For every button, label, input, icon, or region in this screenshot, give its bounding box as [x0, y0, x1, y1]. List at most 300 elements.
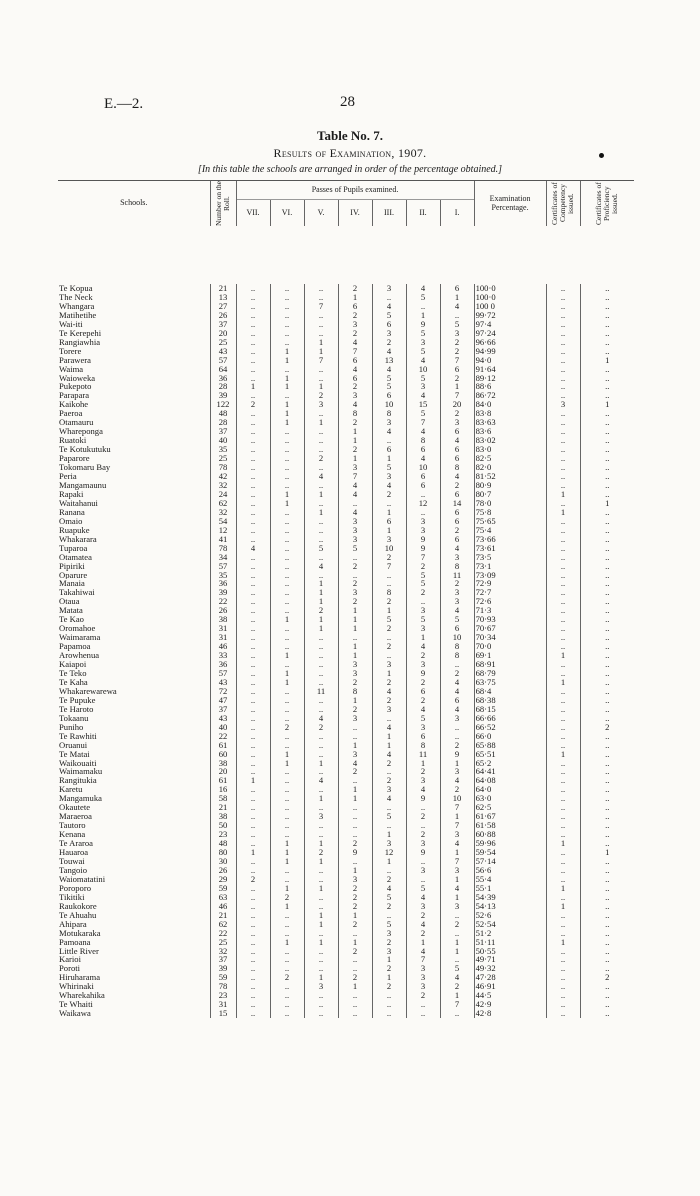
proficiency-certs: ..: [580, 436, 634, 445]
proficiency-certs: ..: [580, 785, 634, 794]
pass-v: 1: [304, 597, 338, 606]
school-name: Parapara: [59, 391, 90, 401]
exam-percentage: 86·72: [474, 391, 546, 400]
roll-count: 48: [210, 839, 236, 848]
roll-count: 23: [210, 830, 236, 839]
pass-v: 1: [304, 973, 338, 982]
pass-iii: 5: [372, 311, 406, 320]
pass-ii: 9: [406, 794, 440, 803]
pass-vi: ..: [270, 562, 304, 571]
pass-v: ..: [304, 893, 338, 902]
exam-percentage: 56·6: [474, 866, 546, 875]
pass-vi: ..: [270, 929, 304, 938]
pass-ii: 3: [406, 902, 440, 911]
pass-vii: 1: [236, 848, 270, 857]
exam-percentage: 72·6: [474, 597, 546, 606]
school-name: Parawera: [59, 355, 91, 365]
school-name: Pipiriki: [59, 561, 85, 571]
pass-ii: ..: [406, 302, 440, 311]
roll-count: 42: [210, 472, 236, 481]
pass-vi: ..: [270, 660, 304, 669]
pass-vii: ..: [236, 947, 270, 956]
pass-vi: 1: [270, 499, 304, 508]
pass-iv: 4: [338, 400, 372, 409]
competency-certs: ..: [546, 553, 580, 562]
pass-i: 6: [440, 454, 474, 463]
pass-ii: 2: [406, 562, 440, 571]
pass-vi: ..: [270, 445, 304, 454]
school-name: Waima: [59, 364, 84, 374]
header-passes: Passes of Pupils examined.: [236, 181, 474, 200]
pass-vii: ..: [236, 1009, 270, 1018]
pass-vii: ..: [236, 812, 270, 821]
pass-iii: 4: [372, 884, 406, 893]
proficiency-certs: 1: [580, 499, 634, 508]
roll-count: 61: [210, 741, 236, 750]
table-row: [58, 839, 634, 848]
school-name: Rapaki: [59, 489, 84, 499]
pass-vii: ..: [236, 535, 270, 544]
pass-vi: ..: [270, 526, 304, 535]
pass-iv: 8: [338, 687, 372, 696]
exam-percentage: 68·91: [474, 660, 546, 669]
roll-count: 21: [210, 284, 236, 293]
roll-count: 57: [210, 669, 236, 678]
pass-v: ..: [304, 785, 338, 794]
school-name: The Neck: [59, 292, 93, 302]
pass-ii: 5: [406, 615, 440, 624]
pass-vi: 1: [270, 615, 304, 624]
pass-v: ..: [304, 669, 338, 678]
pass-v: ..: [304, 767, 338, 776]
competency-certs: ..: [546, 571, 580, 580]
table-row: [58, 830, 634, 839]
pass-ii: 6: [406, 472, 440, 481]
table-row: [58, 991, 634, 1000]
pass-i: 7: [440, 821, 474, 830]
table-row: [58, 454, 634, 463]
pass-ii: ..: [406, 1000, 440, 1009]
school-name: Whangara: [59, 301, 95, 311]
roll-count: 64: [210, 365, 236, 374]
pass-iv: 2: [338, 579, 372, 588]
pass-vii: ..: [236, 374, 270, 383]
exam-percentage: 68·4: [474, 687, 546, 696]
exam-percentage: 72·7: [474, 588, 546, 597]
exam-percentage: 61·58: [474, 821, 546, 830]
pass-iii: 1: [372, 526, 406, 535]
competency-certs: ..: [546, 338, 580, 347]
pass-i: 4: [440, 472, 474, 481]
pass-v: ..: [304, 821, 338, 830]
proficiency-certs: ..: [580, 982, 634, 991]
pass-ii: 5: [406, 409, 440, 418]
proficiency-certs: ..: [580, 660, 634, 669]
roll-count: 78: [210, 982, 236, 991]
competency-certs: ..: [546, 365, 580, 374]
pass-ii: 2: [406, 991, 440, 1000]
roll-count: 43: [210, 347, 236, 356]
pass-ii: 12: [406, 499, 440, 508]
pass-iv: 2: [338, 562, 372, 571]
exam-percentage: 54·39: [474, 893, 546, 902]
pass-iv: 4: [338, 759, 372, 768]
school-name: Papamoa: [59, 642, 91, 652]
exam-percentage: 80·7: [474, 490, 546, 499]
school-name: Oparure: [59, 570, 88, 580]
proficiency-certs: ..: [580, 741, 634, 750]
competency-certs: ..: [546, 633, 580, 642]
proficiency-certs: ..: [580, 651, 634, 660]
pass-vi: ..: [270, 553, 304, 562]
roll-count: 38: [210, 615, 236, 624]
pass-v: ..: [304, 991, 338, 1000]
header-std-vii: VII.: [236, 200, 270, 227]
roll-count: 59: [210, 884, 236, 893]
exam-percentage: 65·2: [474, 759, 546, 768]
proficiency-certs: ..: [580, 794, 634, 803]
pass-v: ..: [304, 427, 338, 436]
pass-v: 1: [304, 884, 338, 893]
pass-v: ..: [304, 535, 338, 544]
proficiency-certs: ..: [580, 687, 634, 696]
header-row-top: [58, 181, 634, 200]
exam-percentage: 46·91: [474, 982, 546, 991]
pass-ii: 2: [406, 812, 440, 821]
pass-vi: 1: [270, 759, 304, 768]
pass-vi: ..: [270, 588, 304, 597]
pass-iii: 3: [372, 660, 406, 669]
table-row: [58, 633, 634, 642]
competency-certs: ..: [546, 723, 580, 732]
school-name: Otamauru: [59, 418, 94, 428]
competency-certs: ..: [546, 517, 580, 526]
pass-vii: ..: [236, 302, 270, 311]
roll-count: 78: [210, 463, 236, 472]
table-row: [58, 723, 634, 732]
pass-ii: 5: [406, 329, 440, 338]
pass-v: ..: [304, 526, 338, 535]
pass-ii: 2: [406, 588, 440, 597]
pass-v: 1: [304, 382, 338, 391]
pass-iv: 3: [338, 391, 372, 400]
pass-iv: 1: [338, 982, 372, 991]
exam-percentage: 64·0: [474, 785, 546, 794]
roll-count: 62: [210, 499, 236, 508]
pass-vii: ..: [236, 615, 270, 624]
table-row: [58, 302, 634, 311]
proficiency-certs: ..: [580, 633, 634, 642]
proficiency-certs: ..: [580, 553, 634, 562]
pass-vii: ..: [236, 347, 270, 356]
exam-percentage: 66·0: [474, 732, 546, 741]
pass-i: 6: [440, 508, 474, 517]
pass-v: 1: [304, 508, 338, 517]
table-row: [58, 875, 634, 884]
pass-iv: 3: [338, 750, 372, 759]
table-row: [58, 472, 634, 481]
pass-i: 3: [440, 329, 474, 338]
pass-i: 8: [440, 651, 474, 660]
pass-iii: ..: [372, 991, 406, 1000]
exam-percentage: 100 0: [474, 302, 546, 311]
school-name: Te Pupuke: [59, 695, 96, 705]
pass-iv: 4: [338, 490, 372, 499]
header-competency: Certificates of Competency issued.: [546, 181, 580, 227]
pass-iii: 2: [372, 875, 406, 884]
table-row: [58, 490, 634, 499]
exam-percentage: 49·32: [474, 964, 546, 973]
proficiency-certs: 1: [580, 848, 634, 857]
pass-iii: 2: [372, 597, 406, 606]
competency-certs: ..: [546, 973, 580, 982]
pass-i: 2: [440, 579, 474, 588]
exam-percentage: 70·34: [474, 633, 546, 642]
school-name: Oruanui: [59, 740, 88, 750]
school-name: Te Teko: [59, 668, 87, 678]
pass-ii: 15: [406, 400, 440, 409]
pass-iii: 1: [372, 830, 406, 839]
pass-i: 1: [440, 893, 474, 902]
proficiency-certs: 1: [580, 400, 634, 409]
pass-vii: ..: [236, 624, 270, 633]
pass-i: ..: [440, 929, 474, 938]
proficiency-certs: ..: [580, 284, 634, 293]
pass-iv: ..: [338, 1000, 372, 1009]
pass-vi: ..: [270, 642, 304, 651]
roll-count: 31: [210, 1000, 236, 1009]
school-name: Poroti: [59, 964, 81, 974]
pass-v: ..: [304, 741, 338, 750]
pass-iv: 3: [338, 669, 372, 678]
proficiency-certs: ..: [580, 875, 634, 884]
pass-vi: ..: [270, 732, 304, 741]
pass-vi: ..: [270, 1000, 304, 1009]
table-row: [58, 750, 634, 759]
competency-certs: ..: [546, 785, 580, 794]
pass-i: 1: [440, 991, 474, 1000]
pass-i: 3: [440, 902, 474, 911]
proficiency-certs: ..: [580, 338, 634, 347]
exam-percentage: 68·15: [474, 705, 546, 714]
pass-iv: ..: [338, 571, 372, 580]
pass-vi: 1: [270, 839, 304, 848]
pass-iii: 3: [372, 785, 406, 794]
exam-percentage: 99·72: [474, 311, 546, 320]
competency-certs: ..: [546, 705, 580, 714]
pass-ii: 8: [406, 741, 440, 750]
pass-i: 10: [440, 633, 474, 642]
pass-i: 4: [440, 705, 474, 714]
pass-vii: ..: [236, 741, 270, 750]
school-name: Matihetihe: [59, 310, 97, 320]
pass-v: 1: [304, 857, 338, 866]
proficiency-certs: ..: [580, 544, 634, 553]
pass-v: 4: [304, 776, 338, 785]
pass-iv: 2: [338, 902, 372, 911]
school-name: Hauaroa: [59, 848, 89, 857]
pass-ii: 5: [406, 293, 440, 302]
pass-iii: 10: [372, 400, 406, 409]
school-name: Karioi: [59, 955, 81, 965]
exam-percentage: 60·88: [474, 830, 546, 839]
proficiency-certs: ..: [580, 490, 634, 499]
pass-vi: 1: [270, 750, 304, 759]
proficiency-certs: 2: [580, 973, 634, 982]
pass-iv: 1: [338, 938, 372, 947]
school-name: Tangoio: [59, 865, 88, 875]
table-row: [58, 776, 634, 785]
pass-iii: ..: [372, 821, 406, 830]
competency-certs: ..: [546, 526, 580, 535]
proficiency-certs: ..: [580, 365, 634, 374]
pass-iv: 5: [338, 544, 372, 553]
competency-certs: ..: [546, 982, 580, 991]
pass-vi: ..: [270, 311, 304, 320]
pass-v: 1: [304, 794, 338, 803]
pass-vi: ..: [270, 767, 304, 776]
school-name: Whareponga: [59, 427, 103, 437]
exam-percentage: 70·93: [474, 615, 546, 624]
pass-i: ..: [440, 723, 474, 732]
exam-percentage: 51·11: [474, 938, 546, 947]
proficiency-certs: ..: [580, 508, 634, 517]
pass-i: 20: [440, 400, 474, 409]
school-name: Whakarewarewa: [59, 686, 117, 696]
proficiency-certs: ..: [580, 615, 634, 624]
pass-v: 4: [304, 472, 338, 481]
competency-certs: ..: [546, 866, 580, 875]
pass-vii: ..: [236, 884, 270, 893]
roll-count: 46: [210, 902, 236, 911]
competency-certs: ..: [546, 382, 580, 391]
roll-count: 25: [210, 338, 236, 347]
pass-i: 2: [440, 347, 474, 356]
pass-iii: 1: [372, 508, 406, 517]
table-row: [58, 929, 634, 938]
pass-ii: 5: [406, 884, 440, 893]
pass-v: ..: [304, 955, 338, 964]
competency-certs: ..: [546, 499, 580, 508]
pass-vi: ..: [270, 293, 304, 302]
table-row: [58, 902, 634, 911]
competency-certs: ..: [546, 302, 580, 311]
pass-v: ..: [304, 633, 338, 642]
pass-v: 1: [304, 347, 338, 356]
pass-i: 6: [440, 427, 474, 436]
roll-count: 26: [210, 311, 236, 320]
roll-count: 32: [210, 481, 236, 490]
pass-ii: 9: [406, 544, 440, 553]
pass-v: 1: [304, 338, 338, 347]
proficiency-certs: ..: [580, 759, 634, 768]
pass-ii: 6: [406, 445, 440, 454]
pass-iii: ..: [372, 571, 406, 580]
pass-vii: ..: [236, 759, 270, 768]
pass-iv: 2: [338, 284, 372, 293]
pass-vii: ..: [236, 794, 270, 803]
roll-count: 57: [210, 562, 236, 571]
header-percentage: Examination Percentage.: [474, 181, 546, 227]
pass-iii: ..: [372, 293, 406, 302]
pass-vii: ..: [236, 750, 270, 759]
competency-certs: ..: [546, 759, 580, 768]
table-row: [58, 973, 634, 982]
pass-vi: ..: [270, 436, 304, 445]
school-name: Ruapuke: [59, 525, 90, 535]
pass-iv: 1: [338, 642, 372, 651]
school-name: Tokomaru Bay: [59, 463, 111, 473]
pass-v: ..: [304, 445, 338, 454]
pass-iii: 2: [372, 902, 406, 911]
school-name: Rangitukia: [59, 776, 97, 786]
pass-ii: 3: [406, 606, 440, 615]
pass-iv: 7: [338, 347, 372, 356]
school-name: Karetu: [59, 785, 83, 795]
pass-iii: 6: [372, 517, 406, 526]
table-row: [58, 535, 634, 544]
pass-v: ..: [304, 463, 338, 472]
roll-count: 35: [210, 571, 236, 580]
pass-vii: ..: [236, 1000, 270, 1009]
pass-iii: ..: [372, 633, 406, 642]
pass-vi: 1: [270, 669, 304, 678]
pass-iii: 6: [372, 320, 406, 329]
competency-certs: ..: [546, 588, 580, 597]
proficiency-certs: ..: [580, 902, 634, 911]
header-std-v: V.: [304, 200, 338, 227]
pass-vi: ..: [270, 579, 304, 588]
table-row: [58, 615, 634, 624]
pass-vii: 1: [236, 382, 270, 391]
school-name: Matata: [59, 606, 83, 616]
competency-certs: ..: [546, 374, 580, 383]
pass-iv: 1: [338, 293, 372, 302]
pass-i: 6: [440, 535, 474, 544]
pass-v: ..: [304, 732, 338, 741]
exam-percentage: 71·3: [474, 606, 546, 615]
proficiency-certs: ..: [580, 830, 634, 839]
proficiency-certs: ..: [580, 311, 634, 320]
pass-v: 7: [304, 356, 338, 365]
pass-ii: 2: [406, 651, 440, 660]
pass-iv: 2: [338, 418, 372, 427]
pass-i: 8: [440, 463, 474, 472]
table-row: [58, 400, 634, 409]
pass-iv: 6: [338, 374, 372, 383]
roll-count: 78: [210, 544, 236, 553]
school-name: Maraeroa: [59, 812, 92, 822]
competency-certs: ..: [546, 929, 580, 938]
pass-ii: 2: [406, 767, 440, 776]
pass-iii: 1: [372, 955, 406, 964]
pass-iii: 3: [372, 705, 406, 714]
pass-iv: 2: [338, 445, 372, 454]
pass-vi: 1: [270, 848, 304, 857]
school-name: Tuparoa: [59, 543, 88, 553]
pass-ii: 3: [406, 338, 440, 347]
table-row: [58, 866, 634, 875]
pass-ii: ..: [406, 875, 440, 884]
school-name: Paparore: [59, 454, 90, 464]
pass-ii: 2: [406, 678, 440, 687]
proficiency-certs: ..: [580, 445, 634, 454]
competency-certs: ..: [546, 347, 580, 356]
table-row: [58, 365, 634, 374]
exam-percentage: 65·88: [474, 741, 546, 750]
pass-iv: 7: [338, 472, 372, 481]
pass-vi: ..: [270, 741, 304, 750]
